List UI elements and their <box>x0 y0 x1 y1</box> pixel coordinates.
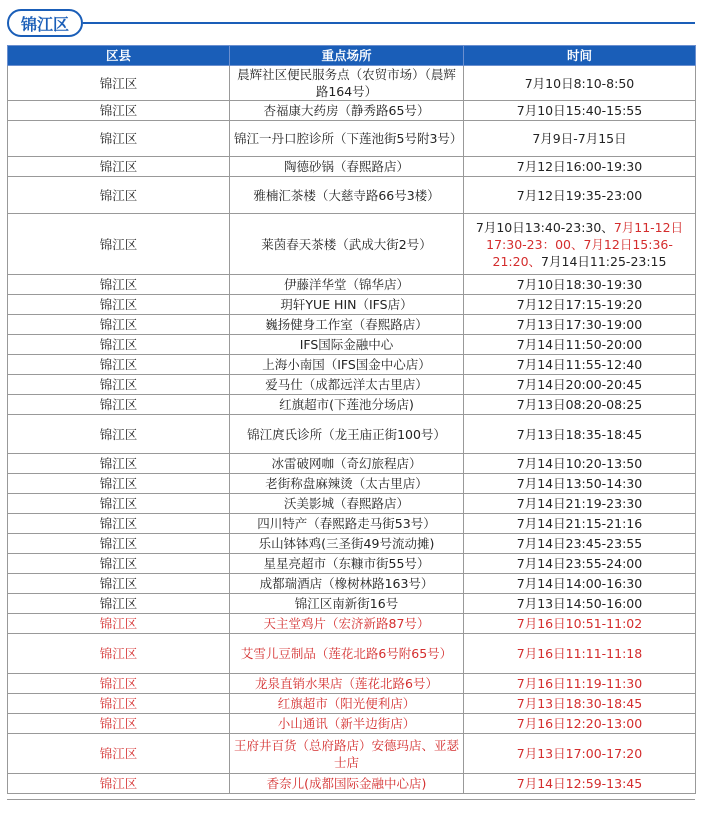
table-row <box>8 121 696 157</box>
cell-place: 陶德砂锅（春熙路店） <box>230 157 464 177</box>
cell-place: 王府井百货（总府路店）安德玛店、亚瑟士店 <box>230 734 464 774</box>
table-body <box>8 66 696 794</box>
cell-time: 7月14日14:00-16:30 <box>464 574 696 594</box>
cell-district: 锦江区 <box>8 66 230 101</box>
cell-place: 伊藤洋华堂（锦华店） <box>230 275 464 295</box>
table-row <box>8 514 696 534</box>
cell-district: 锦江区 <box>8 534 230 554</box>
cell-time: 7月16日12:20-13:00 <box>464 714 696 734</box>
table-row <box>8 574 696 594</box>
cell-place: 晨辉社区便民服务点（农贸市场）（晨辉路164号） <box>230 66 464 101</box>
table-row <box>8 355 696 375</box>
cell-district: 锦江区 <box>8 614 230 634</box>
cell-place: 乐山钵钵鸡(三圣街49号流动摊) <box>230 534 464 554</box>
cell-place: 龙泉直销水果店（莲花北路6号） <box>230 674 464 694</box>
cell-time: 7月14日10:20-13:50 <box>464 454 696 474</box>
cell-place: 锦江庹氏诊所（龙王庙正街100号） <box>230 415 464 454</box>
cell-district: 锦江区 <box>8 574 230 594</box>
cell-place: 杏福康大药房（静秀路65号） <box>230 101 464 121</box>
cell-time: 7月14日21:19-23:30 <box>464 494 696 514</box>
table-row <box>8 335 696 355</box>
cell-place: 红旗超市（阳光便利店） <box>230 694 464 714</box>
table-row <box>8 315 696 335</box>
cell-place: 锦江一丹口腔诊所（下莲池街5号附3号） <box>230 121 464 157</box>
cell-place: 小山通讯（新半边街店） <box>230 714 464 734</box>
cell-time: 7月14日11:50-20:00 <box>464 335 696 355</box>
cell-place: 沃美影城（春熙路店） <box>230 494 464 514</box>
table-row <box>8 157 696 177</box>
table-row <box>8 275 696 295</box>
cell-place: 老街称盘麻辣烫（太古里店） <box>230 474 464 494</box>
cell-place: IFS国际金融中心 <box>230 335 464 355</box>
cell-place: 上海小南国（IFS国金中心店） <box>230 355 464 375</box>
cell-time: 7月14日11:55-12:40 <box>464 355 696 375</box>
cell-time: 7月10日18:30-19:30 <box>464 275 696 295</box>
table-row <box>8 474 696 494</box>
cell-place: 四川特产（春熙路走马街53号） <box>230 514 464 534</box>
cell-district: 锦江区 <box>8 335 230 355</box>
table-row <box>8 101 696 121</box>
header-district: 区县 <box>8 46 230 66</box>
cell-time <box>464 214 696 275</box>
cell-district: 锦江区 <box>8 177 230 214</box>
cell-time: 7月16日11:19-11:30 <box>464 674 696 694</box>
table-row <box>8 634 696 674</box>
table-row <box>8 614 696 634</box>
cell-district: 锦江区 <box>8 101 230 121</box>
table-row <box>8 375 696 395</box>
cell-district: 锦江区 <box>8 774 230 794</box>
cell-district: 锦江区 <box>8 714 230 734</box>
cell-time: 7月16日10:51-11:02 <box>464 614 696 634</box>
cell-district: 锦江区 <box>8 554 230 574</box>
cell-place: 巍扬健身工作室（春熙路店） <box>230 315 464 335</box>
cell-time: 7月13日08:20-08:25 <box>464 395 696 415</box>
cell-time: 7月10日15:40-15:55 <box>464 101 696 121</box>
cell-place: 爱马仕（成都远洋太古里店） <box>230 375 464 395</box>
table-row <box>8 454 696 474</box>
cell-district: 锦江区 <box>8 415 230 454</box>
cell-time: 7月14日23:45-23:55 <box>464 534 696 554</box>
cell-time: 7月9日-7月15日 <box>464 121 696 157</box>
table-row <box>8 214 696 275</box>
cell-time: 7月14日20:00-20:45 <box>464 375 696 395</box>
cell-time: 7月13日17:30-19:00 <box>464 315 696 335</box>
table-row <box>8 594 696 614</box>
cell-time: 7月12日16:00-19:30 <box>464 157 696 177</box>
cell-district: 锦江区 <box>8 674 230 694</box>
cell-time: 7月12日19:35-23:00 <box>464 177 696 214</box>
cell-district: 锦江区 <box>8 157 230 177</box>
cell-district: 锦江区 <box>8 315 230 335</box>
time-segment: 7月11-12日17:30-23：00、7月12日15:36-21:20、 <box>486 219 684 269</box>
cell-place: 玥轩YUE HIN（IFS店） <box>230 295 464 315</box>
cell-place: 艾雪儿豆制品（莲花北路6号附65号） <box>230 634 464 674</box>
table-row <box>8 66 696 101</box>
cell-time: 7月10日8:10-8:50 <box>464 66 696 101</box>
table-row <box>8 395 696 415</box>
cell-district: 锦江区 <box>8 121 230 157</box>
venue-table <box>7 45 696 794</box>
table-row <box>8 734 696 774</box>
cell-district: 锦江区 <box>8 734 230 774</box>
table-row <box>8 554 696 574</box>
header-row <box>8 46 696 66</box>
cell-district: 锦江区 <box>8 454 230 474</box>
table-row <box>8 694 696 714</box>
cell-district: 锦江区 <box>8 355 230 375</box>
cell-time: 7月14日23:55-24:00 <box>464 554 696 574</box>
header-time: 时间 <box>464 46 696 66</box>
cell-place: 莱茵春天茶楼（武成大街2号） <box>230 214 464 275</box>
cell-time: 7月13日18:35-18:45 <box>464 415 696 454</box>
header-place: 重点场所 <box>230 46 464 66</box>
table-row <box>8 714 696 734</box>
cell-time: 7月14日12:59-13:45 <box>464 774 696 794</box>
cell-time: 7月16日11:11-11:18 <box>464 634 696 674</box>
cell-district: 锦江区 <box>8 694 230 714</box>
cell-place: 红旗超市(下莲池分场店) <box>230 395 464 415</box>
table-row <box>8 494 696 514</box>
table-row <box>8 674 696 694</box>
cell-district: 锦江区 <box>8 494 230 514</box>
cell-place: 锦江区南新街16号 <box>230 594 464 614</box>
table-row <box>8 177 696 214</box>
cell-district: 锦江区 <box>8 395 230 415</box>
cell-place: 雅楠汇茶楼（大慈寺路66号3楼） <box>230 177 464 214</box>
cell-time: 7月12日17:15-19:20 <box>464 295 696 315</box>
cell-time: 7月14日21:15-21:16 <box>464 514 696 534</box>
cell-place: 成都瑞酒店（橡树林路163号） <box>230 574 464 594</box>
time-segment: 7月10日13:40-23:30、 <box>475 219 614 235</box>
table-bottom-rule <box>7 799 695 800</box>
cell-place: 香奈儿(成都国际金融中心店) <box>230 774 464 794</box>
cell-place: 星星亮超市（东糠市街55号） <box>230 554 464 574</box>
cell-district: 锦江区 <box>8 275 230 295</box>
cell-place: 冰雷破网咖（奇幻旅程店） <box>230 454 464 474</box>
cell-district: 锦江区 <box>8 634 230 674</box>
section-tag <box>7 9 83 37</box>
table-row <box>8 774 696 794</box>
cell-time: 7月13日18:30-18:45 <box>464 694 696 714</box>
cell-district: 锦江区 <box>8 375 230 395</box>
cell-time: 7月14日13:50-14:30 <box>464 474 696 494</box>
table-row <box>8 415 696 454</box>
cell-district: 锦江区 <box>8 295 230 315</box>
cell-time: 7月13日14:50-16:00 <box>464 594 696 614</box>
cell-place: 天主堂鸡片（宏济新路87号） <box>230 614 464 634</box>
cell-district: 锦江区 <box>8 594 230 614</box>
table-row <box>8 295 696 315</box>
cell-district: 锦江区 <box>8 474 230 494</box>
table-header <box>8 46 696 66</box>
section-divider <box>83 22 695 24</box>
table-row <box>8 534 696 554</box>
time-segment: 7月14日11:25-23:15 <box>541 253 667 269</box>
cell-district: 锦江区 <box>8 214 230 275</box>
cell-district: 锦江区 <box>8 514 230 534</box>
cell-time: 7月13日17:00-17:20 <box>464 734 696 774</box>
section-label: 锦江区 <box>20 14 69 34</box>
